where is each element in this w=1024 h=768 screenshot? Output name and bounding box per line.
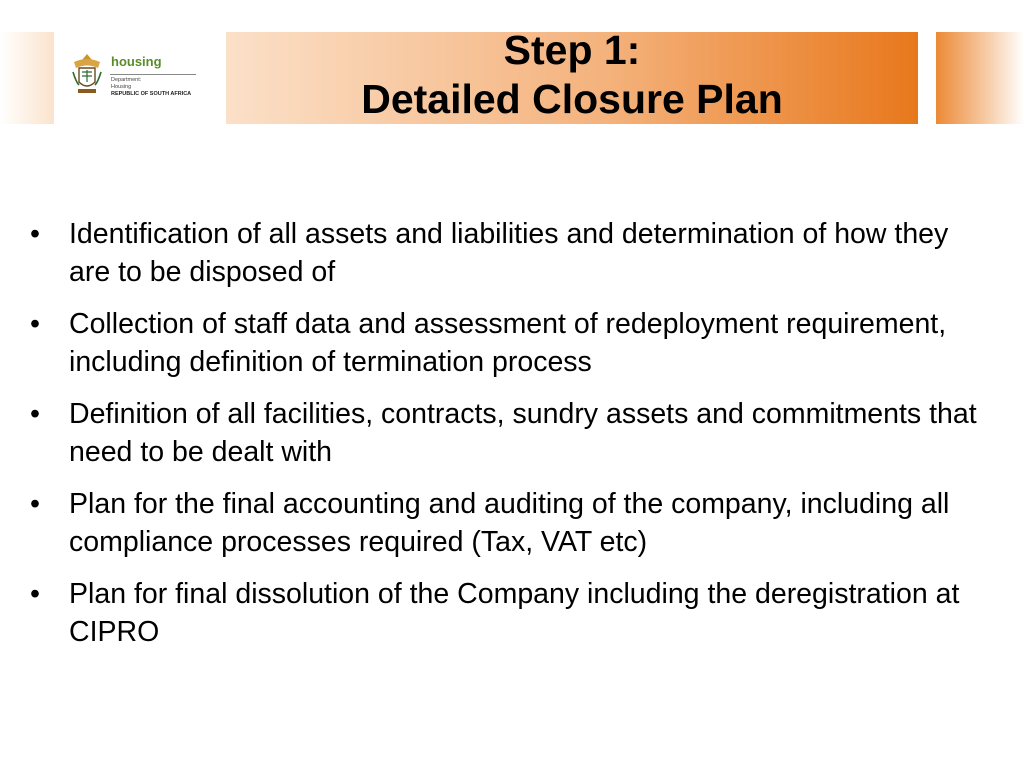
bullet-text: Plan for the final accounting and auditing of the company, including all compliance processes required (Tax, VAT etc) [69, 488, 950, 558]
slide-title-line2: Detailed Closure Plan [361, 76, 783, 122]
logo-text-line1: Department: [111, 77, 142, 83]
list-item [30, 215, 990, 291]
list-item [30, 395, 990, 471]
slide-title [226, 26, 918, 124]
bullet-text: Definition of all facilities, contracts, sundry assets and commitments that need to be dealt with [69, 398, 977, 468]
bullet-list [30, 215, 990, 665]
list-item [30, 305, 990, 381]
header-band-left [0, 32, 54, 124]
slide-title-line1: Step 1: [503, 27, 641, 73]
bullet-text: Plan for final dissolution of the Company including the deregistration at CIPRO [69, 578, 960, 648]
list-item [30, 575, 990, 651]
logo-text-line3: REPUBLIC OF SOUTH AFRICA [111, 91, 192, 97]
header-band-right [936, 32, 1024, 124]
logo-text-line2: Housing [111, 84, 132, 90]
bullet-icon: • [30, 308, 40, 340]
logo-divider [110, 74, 196, 75]
bullet-text: Collection of staff data and assessment of redeployment requirement, including definition of termination process [69, 308, 947, 378]
logo-wordmark: housing [111, 54, 162, 69]
bullet-icon: • [30, 398, 40, 430]
bullet-icon: • [30, 218, 40, 250]
list-item [30, 485, 990, 561]
bullet-icon: • [30, 578, 40, 610]
coat-of-arms-icon [70, 52, 104, 96]
bullet-text: Identification of all assets and liabilities and determination of how they are to be disposed of [69, 218, 949, 288]
bullet-icon: • [30, 488, 40, 520]
department-logo [60, 32, 220, 124]
